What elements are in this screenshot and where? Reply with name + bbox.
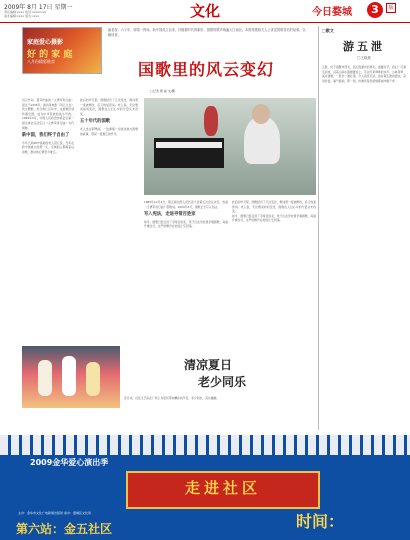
article-column-1 <box>22 98 74 326</box>
banner-pattern <box>0 435 410 455</box>
banner-station: 第六站：金五社区 <box>16 522 113 536</box>
performer-figure <box>86 362 100 396</box>
subheading: 写入宪法，走进寻常百姓家 <box>144 212 196 218</box>
performer-figure <box>62 356 76 396</box>
editor-info <box>4 10 124 18</box>
event-banner <box>0 435 410 540</box>
subheading: 新中国，我们终于自由了 <box>22 133 70 139</box>
edition-mark: 版 <box>386 3 396 13</box>
caption-text: 连日来，社区文艺队在广场上为居民带来精彩的节目，老少同乐，其乐融融。 <box>124 396 220 400</box>
article-column-2 <box>80 98 138 326</box>
vase-shape <box>204 106 218 136</box>
essay-section-label: □散文 <box>322 28 334 33</box>
banner-info: 主办：金华市文化广电新闻出版局 承办：婺城区文化局 <box>18 511 91 515</box>
issue-date: 2009年 8月 17日 星期一 <box>4 4 73 11</box>
section-title: 文化 <box>190 2 221 20</box>
page-header <box>0 0 410 23</box>
editor-note: 编者按：六十年，弹指一挥间。新中国成立以来，伴随着时代的脚步，国歌的歌声响遍大江南北。本报特邀相关人士讲述国歌背后的故事，以飨读者。 <box>108 28 306 37</box>
promo-line1: 家庭爱心摄影 <box>27 39 64 46</box>
performance-photo <box>22 346 120 408</box>
banner-main-box <box>126 471 320 509</box>
piano-photo <box>144 98 316 195</box>
paragraph: 今年已是88岁高龄的老人回忆说，当年在新中国成立的那一天，全城的人都唱着这首歌，激动的心情至今难忘。 <box>22 140 74 154</box>
paragraph: 1982年12月4日，第五届全国人民代表大会第五次会议决定，恢复《义勇军进行曲》原歌词。2004年3月，国歌正式写入宪法。 <box>144 200 228 209</box>
promo-line2: 好 的 家 庭 <box>27 50 73 60</box>
paragraph: 如今，国歌已经走进了寻常百姓家，孩子们在学校里学唱国歌，每逢升旗仪式，庄严的歌声在校园上空回荡。 <box>232 213 316 223</box>
pianist-head <box>252 104 270 124</box>
paragraph: 如今，国歌已经走进了寻常百姓家，孩子们在学校里学唱国歌，每逢升旗仪式，庄严的歌声在校园上空回荡。 <box>144 219 228 229</box>
banner-time-label: 时间： <box>296 512 345 531</box>
page-number: 3 <box>367 2 383 18</box>
essay-column <box>322 28 406 424</box>
essay-author: □王晓燕 <box>357 56 371 60</box>
paragraph: 此后的岁月里，国歌经历了几次变化，歌词曾一度被修改，后又恢复原词。老人说，无论歌词如何变化，国歌在人们心中的分量从未改变。 <box>80 98 138 116</box>
paragraph: 田汉作词、聂耳作曲的《义勇军进行曲》诞生于1935年，最初是电影《风云儿女》的主题歌。抗日救亡运动中，这首歌迅速传遍全国，成为中华民族的战斗号角。1949年9月，中国人民政治协商会议第一届全体会议决定以《义勇军进行曲》为代国歌。 <box>22 98 74 130</box>
caption-headline-2: 老少同乐 <box>198 375 247 389</box>
subheading: 五十年代的国歌 <box>80 119 111 125</box>
caption-headline-1: 清凉夏日 <box>184 358 233 372</box>
banner-year-title: 2009金华爱心演出季 <box>30 458 109 467</box>
banner-main-text: 走进社区 <box>184 479 261 497</box>
essay-body: 五泄，位于诸暨市西北，因五级瀑布而得名。盛夏时节，我们一行慕名而来，沿着山间小路缓缓而上，耳边尽是哗哗的水声。山林苍翠，溪水清澈，一泄比一泄壮观，令人流连忘返。站在第五泄的潭边，凉风扑面，暑气顿消，那一刻，仿佛所有的烦恼都被冲刷干净。 <box>322 65 406 83</box>
essay-title: 游五泄 <box>343 40 385 53</box>
promo-line3: 八月份精彩推荐 <box>27 59 55 64</box>
piano-keys <box>156 142 222 148</box>
editor-line: 责任编辑:xxxx 电话:xxxxxxxx <box>4 10 47 14</box>
paper-name: 今日婺城 <box>312 7 352 18</box>
article-headline: 国歌里的风云变幻 <box>137 60 274 79</box>
design-line: 美术编辑:xxxx 版式:xxxx <box>4 14 40 18</box>
article-column-3 <box>144 200 228 340</box>
performer-figure <box>38 360 52 396</box>
paragraph: 老人坐在钢琴前，一边弹奏一边讲述他与国歌的故事，那是一段难忘的岁月。 <box>80 126 138 136</box>
photo-caption <box>124 352 278 394</box>
paragraph: 此后的岁月里，国歌经历了几次变化，歌词曾一度被修改，后又恢复原词。老人说，无论歌词如何变化，国歌在人们心中的分量从未改变。 <box>232 200 316 214</box>
article-column-4 <box>232 200 316 340</box>
promo-image <box>22 27 102 74</box>
column-divider <box>318 26 319 430</box>
article-byline: □记者 周 丽 文/摄 <box>150 89 175 93</box>
